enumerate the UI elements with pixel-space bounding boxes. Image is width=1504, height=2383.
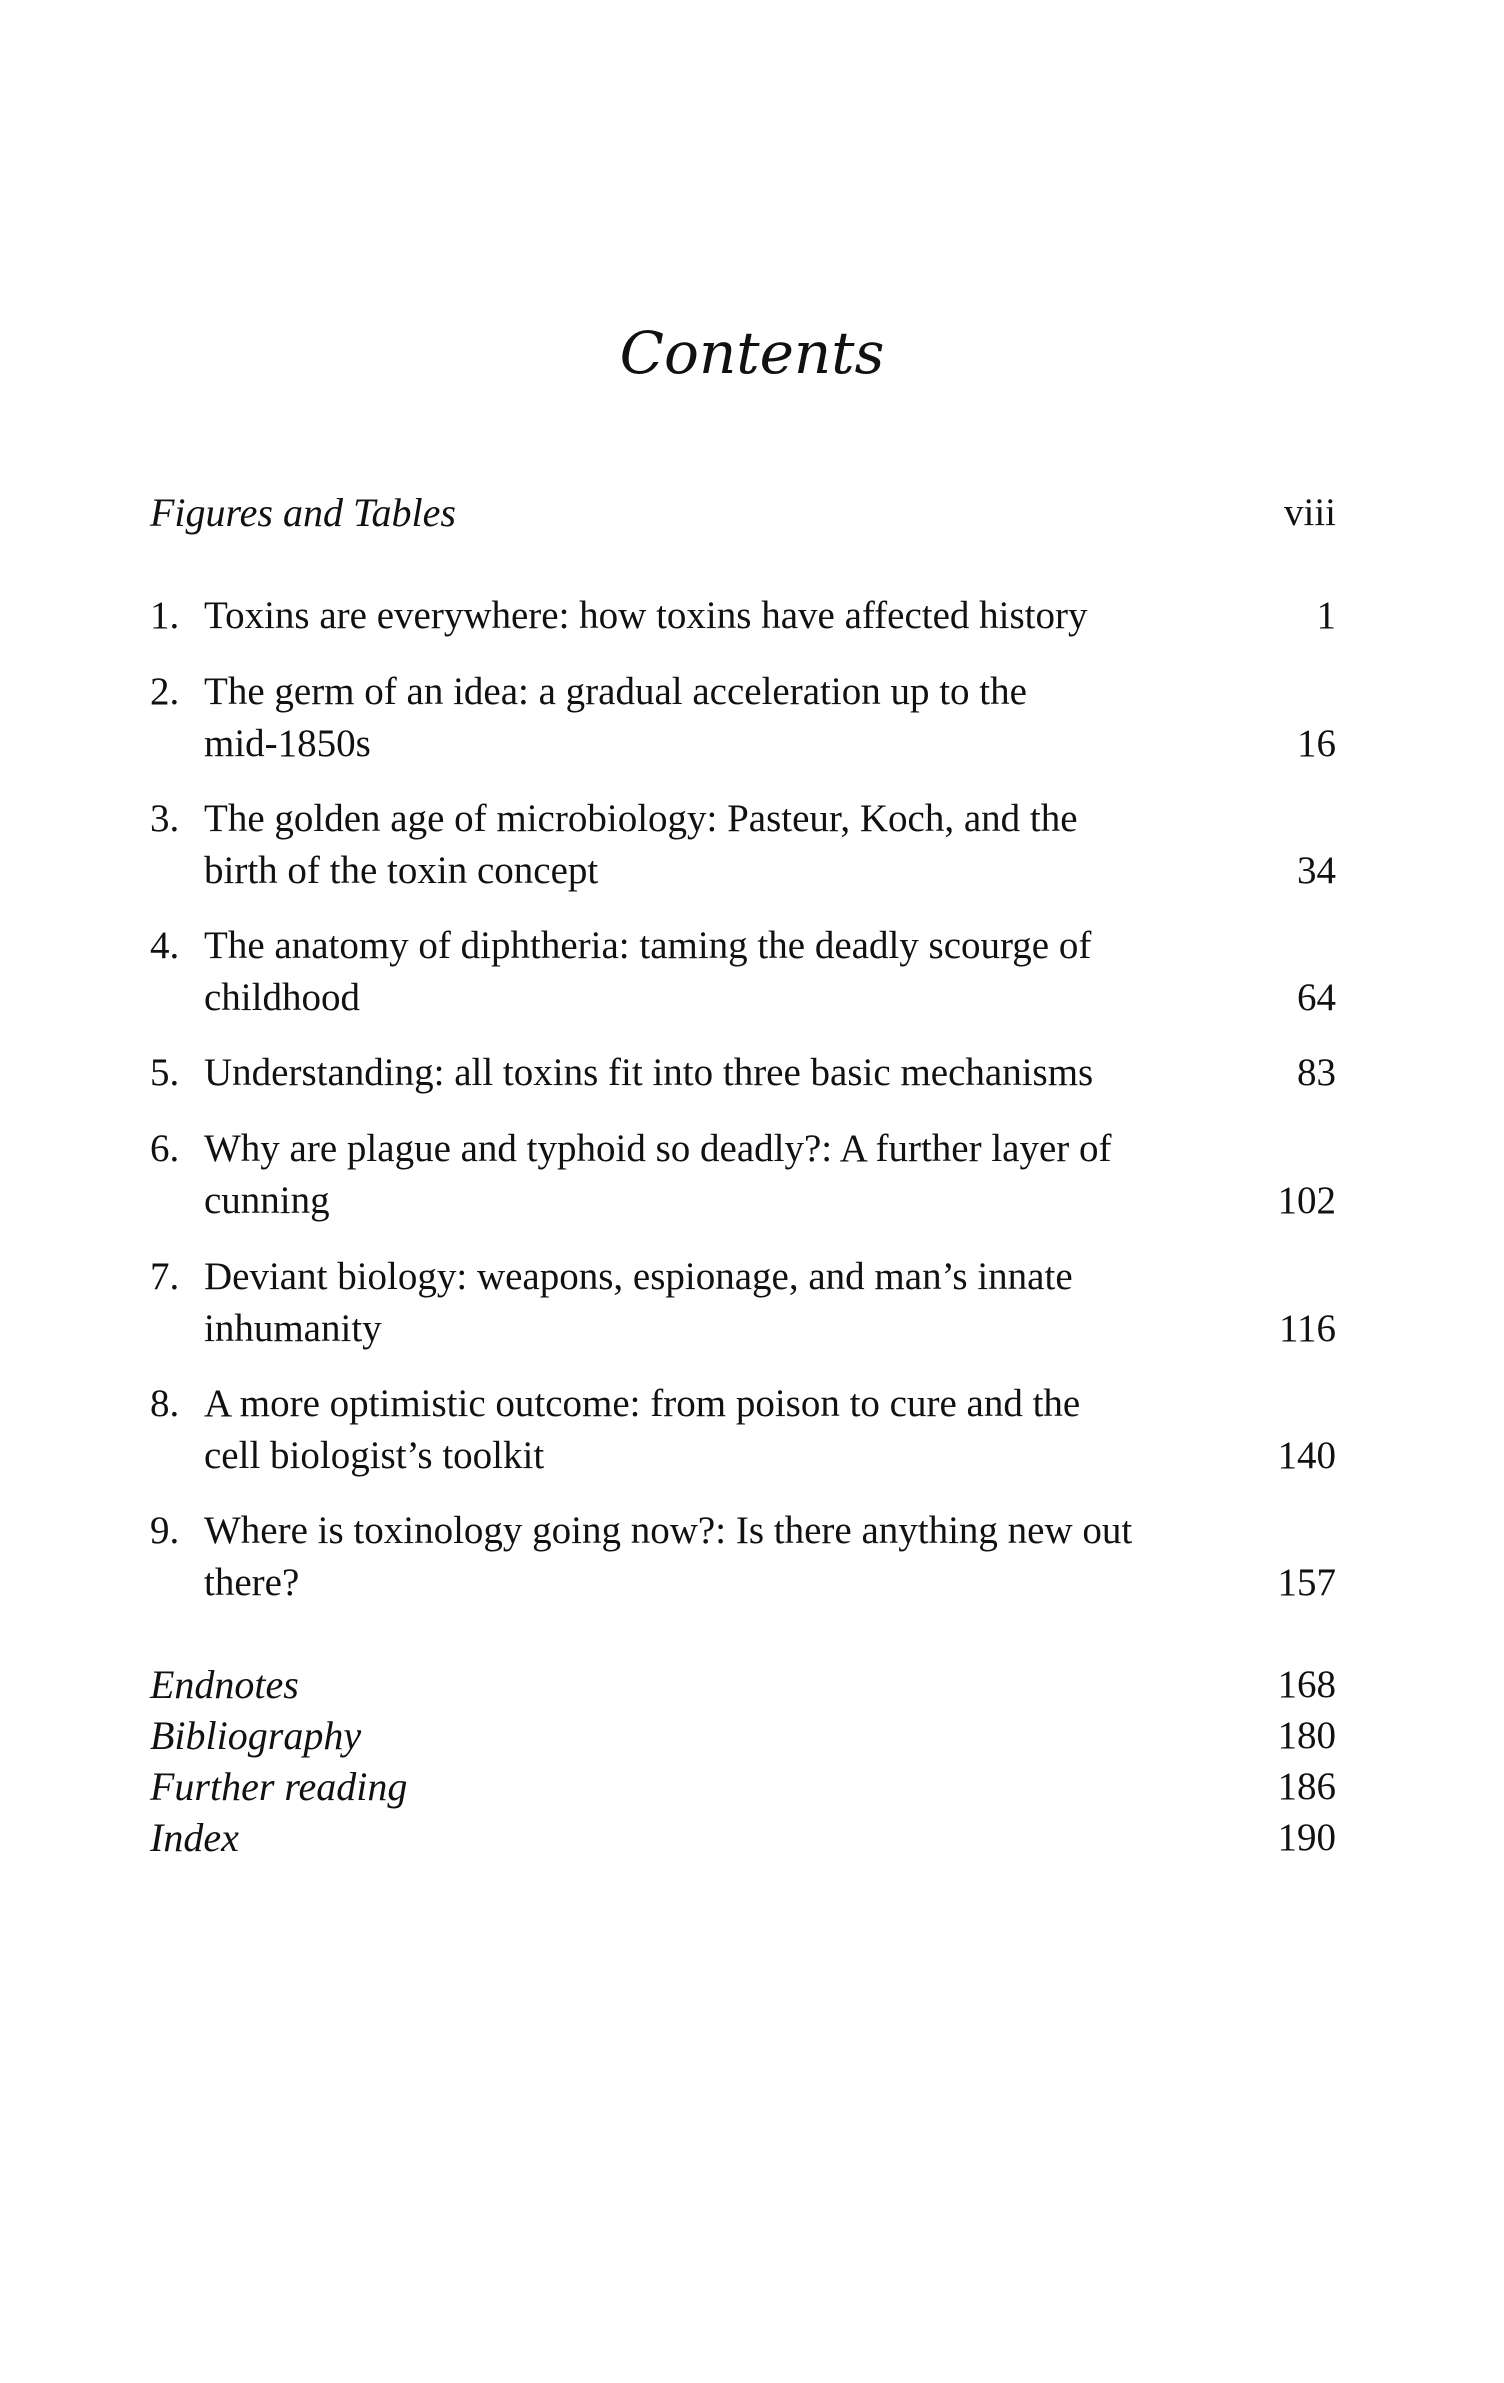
chapter-title [204, 666, 1204, 770]
chapter-title [204, 793, 1204, 897]
chapter-number: 4. [150, 924, 180, 967]
page-number: 1 [1316, 594, 1336, 637]
page-number: 186 [1277, 1765, 1336, 1808]
chapter-number: 3. [150, 797, 180, 840]
chapter-entry-1[interactable] [150, 590, 1336, 642]
chapter-title-line1: Why are plague and typhoid so deadly?: A further layer of [204, 1127, 1112, 1170]
chapter-title [204, 1251, 1204, 1355]
chapter-title [204, 920, 1204, 1024]
chapter-title [204, 590, 1204, 642]
chapter-title-line1: The golden age of microbiology: Pasteur, Koch, and the [204, 797, 1078, 840]
chapter-entry-9[interactable] [150, 1505, 1336, 1609]
chapter-title-line1: The anatomy of diphtheria: taming the deadly scourge of [204, 924, 1092, 967]
back-matter-label: Further reading [150, 1764, 408, 1809]
page-number: 190 [1277, 1816, 1336, 1859]
chapter-number: 7. [150, 1255, 180, 1298]
chapter-number: 2. [150, 670, 180, 713]
chapter-title [204, 1123, 1204, 1227]
back-matter-label: Endnotes [150, 1662, 299, 1707]
chapter-entry-6[interactable] [150, 1123, 1336, 1227]
page-number: 116 [1278, 1307, 1336, 1350]
chapter-number: 8. [150, 1382, 180, 1425]
chapter-entry-4[interactable] [150, 920, 1336, 1024]
back-matter-label: Index [150, 1815, 239, 1860]
chapter-title-line1: Toxins are everywhere: how toxins have affected history [204, 594, 1088, 637]
page-title: Contents [619, 319, 885, 387]
chapter-title [204, 1378, 1204, 1482]
back-matter-label: Bibliography [150, 1713, 362, 1758]
page-number: viii [1283, 491, 1336, 534]
chapter-entry-5[interactable] [150, 1047, 1336, 1099]
chapter-title-line1: Understanding: all toxins fit into three basic mechanisms [204, 1051, 1094, 1094]
chapter-title-line2: cell biologist’s toolkit [204, 1434, 545, 1477]
back-matter-entry-further-reading[interactable] [150, 1761, 1336, 1813]
chapter-title [204, 1047, 1204, 1099]
chapter-title [204, 1505, 1204, 1609]
chapter-number: 9. [150, 1509, 180, 1552]
page-number: 34 [1297, 849, 1336, 892]
chapter-title-line2: childhood [204, 976, 360, 1019]
page-number: 180 [1277, 1714, 1336, 1757]
chapter-title-line2: birth of the toxin concept [204, 849, 599, 892]
chapter-number: 6. [150, 1127, 180, 1170]
page-number: 140 [1277, 1434, 1336, 1477]
chapter-title-line1: A more optimistic outcome: from poison to cure and the [204, 1382, 1081, 1425]
page-number: 83 [1297, 1051, 1336, 1094]
page-number: 168 [1277, 1663, 1336, 1706]
chapter-number: 5. [150, 1051, 180, 1094]
page-number: 102 [1277, 1179, 1336, 1222]
chapter-number: 1. [150, 594, 180, 637]
chapter-title-line1: Deviant biology: weapons, espionage, and man’s innate [204, 1255, 1073, 1298]
chapter-title-line1: Where is toxinology going now?: Is there anything new out [204, 1509, 1133, 1552]
back-matter-entry-index[interactable] [150, 1812, 1336, 1864]
chapter-title-line1: The germ of an idea: a gradual acceleration up to the [204, 670, 1027, 713]
page-number: 64 [1297, 976, 1336, 1019]
front-matter-label: Figures and Tables [150, 490, 456, 535]
chapter-entry-3[interactable] [150, 793, 1336, 897]
back-matter-entry-endnotes[interactable] [150, 1659, 1336, 1711]
page-number: 157 [1277, 1561, 1336, 1604]
back-matter-entry-bibliography[interactable] [150, 1710, 1336, 1762]
chapter-title-line2: mid-1850s [204, 722, 371, 765]
chapter-title-line2: cunning [204, 1179, 330, 1222]
chapter-title-line2: there? [204, 1561, 300, 1604]
chapter-entry-8[interactable] [150, 1378, 1336, 1482]
page-number: 16 [1297, 722, 1336, 765]
chapter-entry-7[interactable] [150, 1251, 1336, 1355]
front-matter-entry[interactable] [150, 487, 1336, 539]
chapter-title-line2: inhumanity [204, 1307, 382, 1350]
chapter-entry-2[interactable] [150, 666, 1336, 770]
